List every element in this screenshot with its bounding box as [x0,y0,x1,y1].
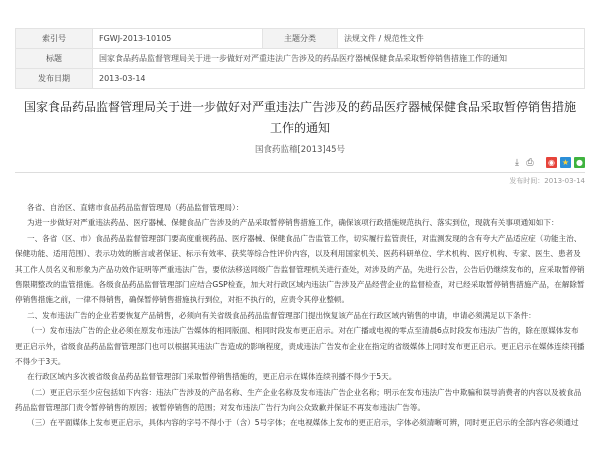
body-line: 不得少于3天。 [15,356,66,366]
table-row [16,69,585,89]
document-number: 国食药监稽[2013]45号 [254,145,346,155]
article-body [15,200,585,431]
body-line: 各省、自治区、直辖市食品药品监督管理局（药品监督管理局）： [27,203,244,212]
title-line: 国家食品药品监督管理局关于进一步做好对严重违法广告涉及的药品医疗器械保健食品采取暂停销售措施 [23,100,576,114]
body-line: 其工作人员名义和形象为产品功效作证明等严重违法广告，要依法移送同级广告监督管理机关进行查处，对涉及的产品，先进行公告，公告后仍继续发布的，应采取暂停销 [15,264,585,274]
body-line: （二）更正启示至少应包括如下内容：违法广告涉及的产品名称、生产企业名称及发布违法广告企业名称；明示在发布违法广告中欺骗和误导消费者的内容以及被食品 [27,387,582,397]
body-line: 一、各省（区、市）食品药品监督管理部门要高度重视药品、医疗器械、保健食品广告监管工作，切实履行监管责任，对监测发现的含有夸大产品适应症（功能主治、 [27,233,582,243]
body-line: （三）在平面媒体上发布更正启示，具体内容的字号不得小于（含）5号字体；在电视媒体上发布的更正启示，字体必须清晰可辨，同时更正启示的全部内容必须通过 [27,418,579,428]
body-line: （一）发布违法广告的企业必须在原发布违法广告媒体的相同版面、相同时段发布更正启示。对在广播或电视的零点至清晨6点时段发布违法广告的，除在原媒体发布 [27,326,579,336]
index-value: FGWJ-2013-10105 [93,29,263,49]
title-label: 标题 [16,49,93,69]
body-line: 保健功能、适用范围）、表示功效的断言或者保证、标示有效率、获奖等综合性评价内容，以及利用国家机关、医药科研单位、学术机构、医疗机构、专家、医生、患者及 [15,249,581,259]
category-label: 主题分类 [263,29,338,49]
print-icon[interactable]: ⎙ [526,157,534,168]
table-row [16,49,585,69]
index-label: 索引号 [16,29,93,49]
body-line: 在行政区域内多次被省级食品药品监督管理部门采取暂停销售措施的，更正启示在媒体连续刊播不得少于5天。 [27,372,397,382]
table-row [16,29,585,49]
body-line: 更正启示外，省级食品药品监督管理部门也可以根据其违法广告造成的影响程度，责成违法广告发布企业在指定的省级媒体上同时发布更正启示。更正启示在媒体连续刊播 [15,341,585,351]
weibo-share-icon[interactable]: ◉ [546,157,557,168]
body-line: 停销售措施之前，一律不得销售，确保暂停销售措施执行到位，对拒不执行的，应责令其停业整顿。 [15,295,350,305]
body-line: 二、发布违法广告的企业若要恢复产品销售，必须向有关省级食品药品监督管理部门提出恢复该产品在行政区域内销售的申请，申请必须满足以下条件： [27,310,536,320]
download-icon[interactable]: ⤓ [515,157,519,168]
publish-time: 发布时间：2013-03-14 [509,177,585,185]
title-line: 工作的通知 [269,121,330,135]
article-toolbar [512,157,585,168]
qzone-share-icon[interactable]: ★ [561,158,570,167]
body-line: 药品监督管理部门责令暂停销售的原因；被暂停销售的范围；对发布违法广告行为向公众致歉并保证不再发布违法广告等。 [15,403,426,413]
category-value: 法规文件 / 规范性文件 [338,29,585,49]
divider [15,172,585,173]
date-value: 2013-03-14 [93,69,585,89]
page-title [5,97,595,139]
date-label: 发布日期 [16,69,93,89]
body-line: 售限期整改的监管措施。各级食品药品监督管理部门应结合GSP检查，加大对行政区域内违法广告涉及产品经营企业的监督检查，对已经采取暂停销售措施产品，在解除暂 [15,279,585,289]
body-line: 为进一步做好对严重违法药品、医疗器械、保健食品广告涉及的产品采取暂停销售措施工作，确保该项行政措施规范执行、落实到位，现就有关事项通知如下： [27,218,559,228]
metadata-table [15,28,585,89]
wechat-share-icon[interactable]: ● [574,157,585,168]
title-value: 国家食品药品监督管理局关于进一步做好对严重违法广告涉及的药品医疗器械保健食品采取暂停销售措施工作的通知 [93,49,585,69]
